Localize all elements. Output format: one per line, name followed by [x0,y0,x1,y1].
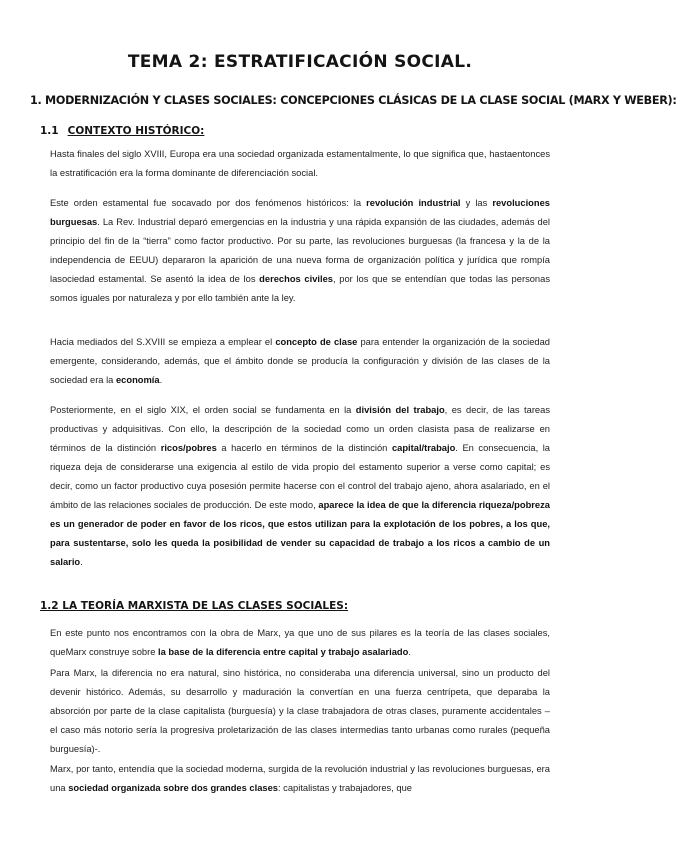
text-run: Hasta finales del siglo XVIII, Europa era una sociedad organizada estamentalmente, lo que significa que, hastaentonces la estratificación era la forma dominante de diferenciación social. [50,149,550,178]
text-run: para entender la organización de la sociedad emergente, considerando, además, que el ámbito donde se producía la configuración y división de las clases de la sociedad era la [50,337,550,385]
bold-term: la base de la diferencia entre capital y trabajo asalariado [158,647,409,657]
text-run: En este punto nos encontramos con la obra de Marx, ya que uno de sus pilares es la teoría de las clases sociales, queMarx construye sobre [50,628,550,657]
text-run: . [159,375,163,385]
page-title: TEMA 2: ESTRATIFICACIÓN SOCIAL. [127,52,473,72]
paragraph-5 [50,624,550,662]
paragraph-6 [50,664,550,759]
paragraph-3 [50,333,550,390]
text-run: . [80,557,83,567]
paragraph-4 [50,401,550,572]
bold-term: aparece la idea de que la diferencia riqueza/pobreza es un generador de poder en favor de los ricos, que estos utilizan para la explotación de los pobres, a los que, para sustentarse, solo les queda la posibilidad de vender su capacidad de trabajo a los ricos a cambio de un salario [50,500,550,567]
bold-term: ricos/pobres [160,443,217,453]
text-run: . En consecuencia, la riqueza deja de considerarse una exigencia al estilo de vida propio del estamento superior a verse como capital; es decir, como un factor productivo cuya posesión permite hacerse con el control del trabajo ajeno, ahora asalariado, en el ámbito de las relaciones sociales de producción. De este modo, [50,443,551,510]
subsection-number: 1.1 [40,125,59,137]
text-run: , es decir, de las tareas productivas y adquisitivas. Con ello, la descripción de la sociedad como un orden clasista pasa de realizarse en términos de la distinción [50,405,550,453]
subsection-heading-context [40,125,204,137]
text-run: Hacia mediados del S.XVIII se empieza a emplear el [50,337,276,347]
bold-term: revolución industrial [366,198,461,208]
bold-term: derechos civiles [259,274,333,284]
subsection-label: CONTEXTO HISTÓRICO: [67,125,205,137]
section-heading: 1. MODERNIZACIÓN Y CLASES SOCIALES: CONCEPCIONES CLÁSICAS DE LA CLASE SOCIAL (MARX Y WEBER): [30,94,677,107]
subsection-heading-marx [40,600,348,612]
paragraph-7 [50,760,550,798]
text-run: y las [460,198,493,208]
text-run: Posteriormente, en el siglo XIX, el orden social se fundamenta en la [50,405,356,415]
bold-term: revoluciones burguesas [50,198,550,227]
text-run: , por los que se entendían que todas las personas somos iguales por naturaleza y por ello también ante la ley. [50,274,550,303]
text-run: Marx, por tanto, entendía que la sociedad moderna, surgida de la revolución industrial y las revoluciones burguesas, era una [50,764,550,793]
text-run: Este orden estamental fue socavado por dos fenómenos históricos: la [50,198,367,208]
bold-term: división del trabajo [355,405,445,415]
paragraph-2 [50,194,550,308]
bold-term: capital/trabajo [391,443,456,453]
bold-term: concepto de clase [275,337,358,347]
bold-term: economía [115,375,160,385]
text-run: Para Marx, la diferencia no era natural, sino histórica, no consideraba una diferencia universal, sino un producto del devenir histórico. Además, su desarrollo y maduración la convertían en una fuerza centrípeta, que deparaba la absorción por parte de la clase capitalista (burguesía) y la clase trabajadora de otras clases, puramente accidentales – el caso más notorio sería la progresiva proletarización de las clases intermedias tanto urbanas como rurales (pequeña burguesía)-. [50,668,550,754]
bold-term: sociedad organizada sobre dos grandes clases [68,783,278,793]
text-run: : capitalistas y trabajadores, que [277,783,412,793]
text-run: . [408,647,411,657]
subsection-label: 1.2 LA TEORÍA MARXISTA DE LAS CLASES SOCIALES: [40,600,349,612]
text-run: . La Rev. Industrial deparó emergencias en la industria y una rápida expansión de las ciudades, además del principio del fin de la “tierra” como factor productivo. Por su parte, las revoluciones burguesas (la francesa y la de la independencia de EEUU) depararon la aparición de una nueva forma de organización política y jurídica que rompía lasociedad estamental. Se asentó la idea de los [50,217,550,284]
text-run: a hacerlo en términos de la distinción [216,443,392,453]
paragraph-1 [50,145,550,183]
